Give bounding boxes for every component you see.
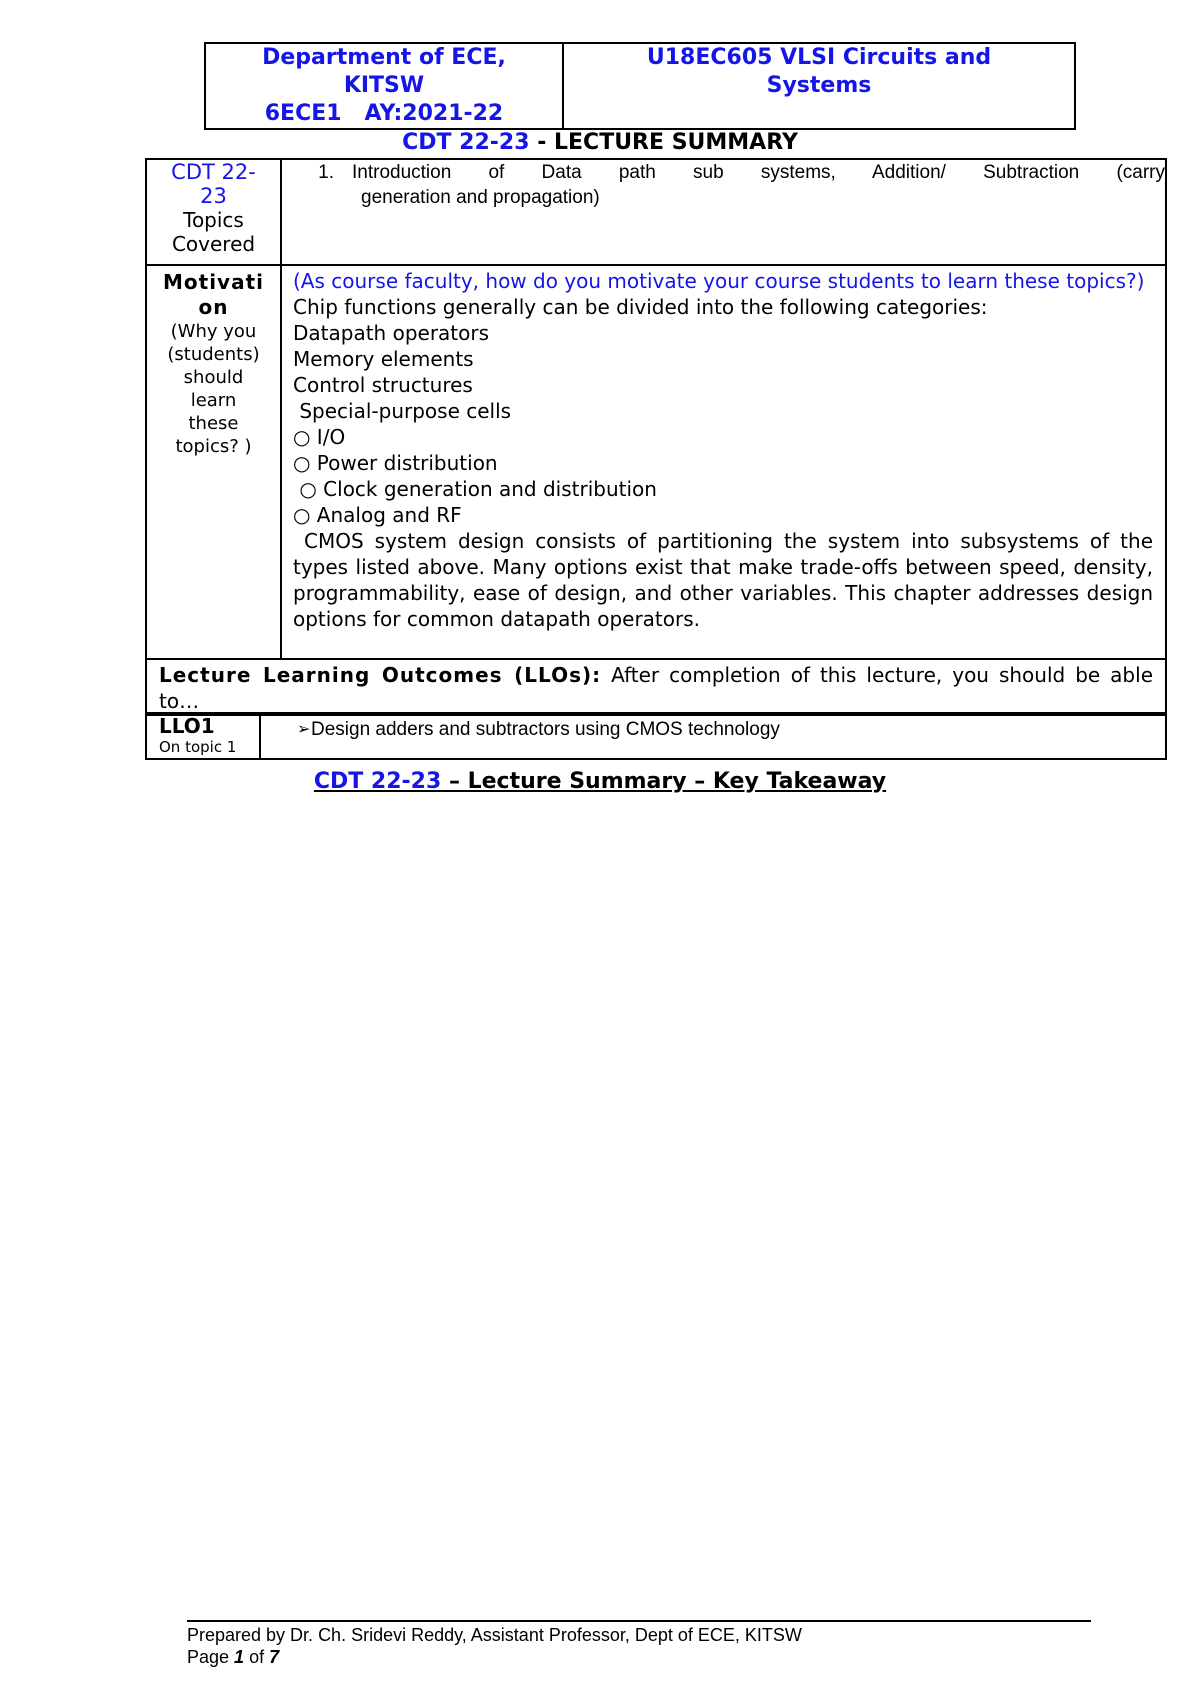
course-title-line2: Systems <box>766 73 872 98</box>
llo-topic-ref: On topic 1 <box>159 738 237 756</box>
category-item: Special-purpose cells <box>293 399 512 423</box>
header-table <box>204 42 1076 130</box>
motivation-heading-line2: on <box>198 295 229 319</box>
category-item: ○ Analog and RF <box>293 503 462 527</box>
takeaway-text: – Lecture Summary – Key Takeaway <box>441 769 887 794</box>
category-item: ○ Clock generation and distribution <box>293 477 657 501</box>
motivation-label-line5: should <box>183 367 244 388</box>
footer-divider <box>187 1620 1091 1622</box>
learning-outcomes-label: Lecture Learning Outcomes (LLOs): <box>159 663 602 687</box>
topics-label-line4: Covered <box>171 232 256 256</box>
prepared-by: Prepared by Dr. Ch. Sridevi Reddy, Assistant Professor, Dept of ECE, KITSW <box>187 1625 802 1645</box>
category-item: ○ I/O <box>293 425 346 449</box>
takeaway-code: CDT 22-23 <box>313 769 442 794</box>
page-footer <box>187 1624 802 1668</box>
category-item: Memory elements <box>293 347 474 371</box>
motivation-label-line7: these <box>188 413 239 434</box>
topics-code-line2: 23 <box>200 184 227 208</box>
topic-text-line2: generation and propagation) <box>361 187 600 208</box>
department-cell <box>205 43 563 129</box>
page-prefix: Page <box>187 1647 235 1667</box>
category-item: Datapath operators <box>293 321 490 345</box>
summary-heading: - LECTURE SUMMARY <box>529 130 798 155</box>
llo-code: LLO1 <box>159 714 215 738</box>
learning-outcomes-cell <box>146 659 1166 715</box>
class-year-line: 6ECE1 AY:2021-22 <box>264 101 504 126</box>
motivation-prompt: (As course faculty, how do you motivate your course students to learn these topics?) <box>293 269 1145 293</box>
motivation-label-line8: topics? ) <box>175 436 252 457</box>
department-line: Department of ECE, <box>262 45 506 70</box>
key-takeaway-heading <box>0 768 1200 796</box>
topic-number: 1. <box>318 162 334 183</box>
institution-line: KITSW <box>343 73 425 98</box>
course-title-line1: U18EC605 VLSI Circuits and <box>646 45 992 70</box>
llo-table <box>145 712 1167 760</box>
learning-outcomes-text: After completion of this lecture, you should be able to… <box>159 663 1153 713</box>
category-item: Control structures <box>293 373 473 397</box>
page-number <box>187 1646 802 1668</box>
topics-covered-cell <box>281 159 1166 265</box>
motivation-heading-line1: Motivati <box>162 270 264 294</box>
summary-code: CDT 22-23 <box>402 130 530 155</box>
lecture-summary-table <box>145 158 1167 716</box>
page-current: 1 <box>234 1647 245 1667</box>
llo-text-cell <box>260 713 1166 759</box>
llo-text: Design adders and subtractors using CMOS technology <box>311 719 780 740</box>
topic-text-line1: Introduction of Data path sub systems, Addition/ Subtraction (carry <box>352 162 1165 183</box>
motivation-label-line3: (Why you <box>170 321 257 342</box>
motivation-content-cell <box>281 265 1166 659</box>
course-cell <box>563 43 1075 129</box>
arrow-bullet-icon: ➢ <box>297 721 311 738</box>
lecture-summary-title <box>0 129 1200 157</box>
category-item: ○ Power distribution <box>293 451 498 475</box>
topics-label-line3: Topics <box>183 208 244 232</box>
motivation-label-cell <box>146 265 281 659</box>
motivation-paragraph: CMOS system design consists of partitioning the system into subsystems of the types listed above. Many options exist that make trade-offs between speed, density, programmability, ease of design, and other variables. This chapter addresses design options for common datapath operators. <box>293 529 1160 631</box>
page-total: 7 <box>269 1647 280 1667</box>
llo-code-cell <box>146 713 260 759</box>
page-mid: of <box>244 1647 270 1667</box>
topics-code-line1: CDT 22- <box>171 160 256 184</box>
motivation-intro: Chip functions generally can be divided into the following categories: <box>293 295 988 319</box>
motivation-label-line4: (students) <box>167 344 260 365</box>
topics-label-cell <box>146 159 281 265</box>
motivation-label-line6: learn <box>190 390 237 411</box>
